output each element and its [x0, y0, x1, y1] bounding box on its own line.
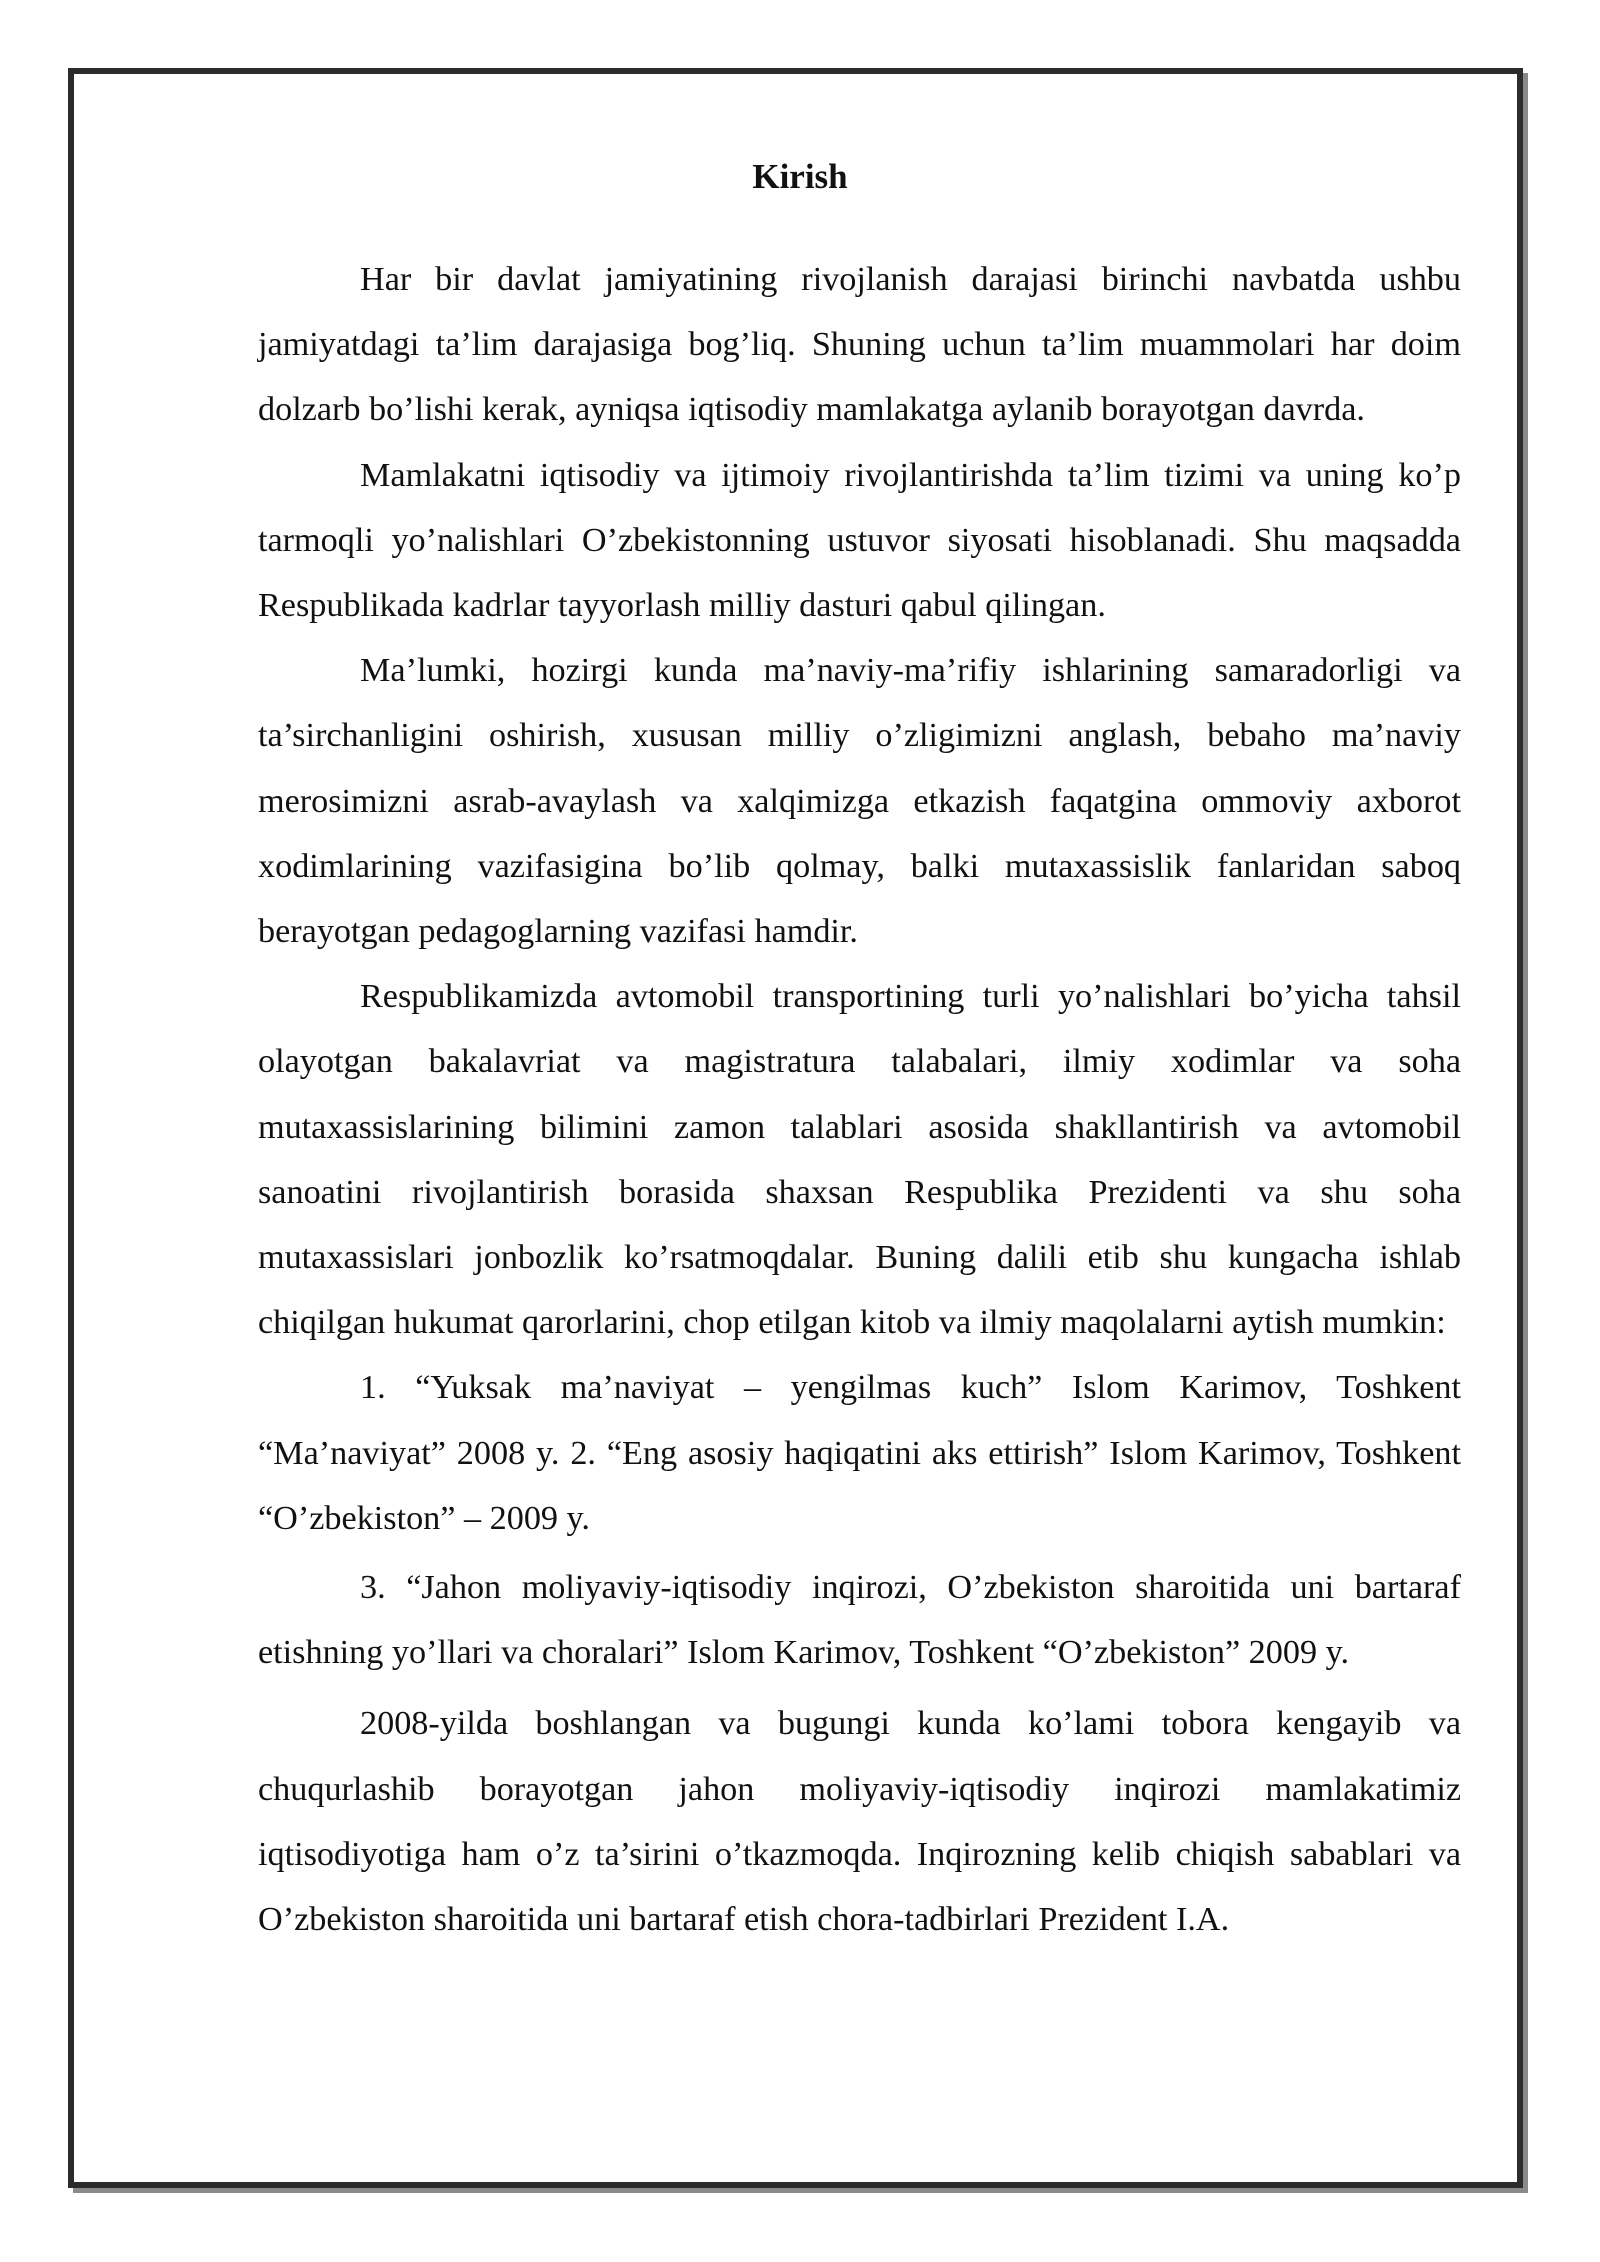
- document-body: [258, 247, 1461, 1952]
- page-title: Kirish: [752, 157, 848, 197]
- paragraph-1: Har bir davlat jamiyatining rivojlanish darajasi birinchi navbatda ushbu jamiyatdagi ta’lim darajasiga bog’liq. Shuning uchun ta’lim muammolari har doim dolzarb bo’lishi kerak, ayniqsa iqtisodiy mamlakatga aylanib borayotgan davrda.: [258, 261, 1461, 429]
- paragraph-5: 1. “Yuksak ma’naviyat – yengilmas kuch” Islom Karimov, Toshkent “Ma’naviyat” 2008 y. 2. “Eng asosiy haqiqatini aks ettirish” Islom Karimov, Toshkent “O’zbekiston” – 2009 y.: [258, 1369, 1461, 1537]
- paragraph-3: Ma’lumki, hozirgi kunda ma’naviy-ma’rifiy ishlarining samaradorligi va ta’sirchanligini oshirish, xususan milliy o’zligimizni anglash, bebaho ma’naviy merosimizni asrab-avaylash va xalqimizga etkazish faqatgina ommoviy axborot xodimlarining vazifasigina bo’lib qolmay, balki mutaxassislik fanlaridan saboq berayotgan pedagoglarning vazifasi hamdir.: [258, 652, 1461, 951]
- paragraph-4: Respublikamizda avtomobil transportining turli yo’nalishlari bo’yicha tahsil olayotgan bakalavriat va magistratura talabalari, ilmiy xodimlar va soha mutaxassislarining bilimini zamon talablari asosida shakllantirish va avtomobil sanoatini rivojlantirish borasida shaxsan Respublika Prezidenti va shu soha mutaxassislari jonbozlik ko’rsatmoqdalar. Buning dalili etib shu kungacha ishlab chiqilgan hukumat qarorlarini, chop etilgan kitob va ilmiy maqolalarni aytish mumkin:: [258, 978, 1461, 1342]
- paragraph-7: 2008-yilda boshlangan va bugungi kunda ko’lami tobora kengayib va chuqurlashib borayotgan jahon moliyaviy-iqtisodiy inqirozi mamlakatimiz iqtisodiyotiga ham o’z ta’sirini o’tkazmoqda. Inqirozning kelib chiqish sabablari va O’zbekiston sharoitida uni bartaraf etish chora-tadbirlari Prezident I.A.: [258, 1705, 1461, 1939]
- paragraph-2: Mamlakatni iqtisodiy va ijtimoiy rivojlantirishda ta’lim tizimi va uning ko’p tarmoqli yo’nalishlari O’zbekistonning ustuvor siyosati hisoblanadi. Shu maqsadda Respublikada kadrlar tayyorlash milliy dasturi qabul qilingan.: [258, 456, 1461, 625]
- paragraph-6: 3. “Jahon moliyaviy-iqtisodiy inqirozi, O’zbekiston sharoitida uni bartaraf etishning yo’llari va choralari” Islom Karimov, Toshkent “O’zbekiston” 2009 y.: [258, 1569, 1461, 1672]
